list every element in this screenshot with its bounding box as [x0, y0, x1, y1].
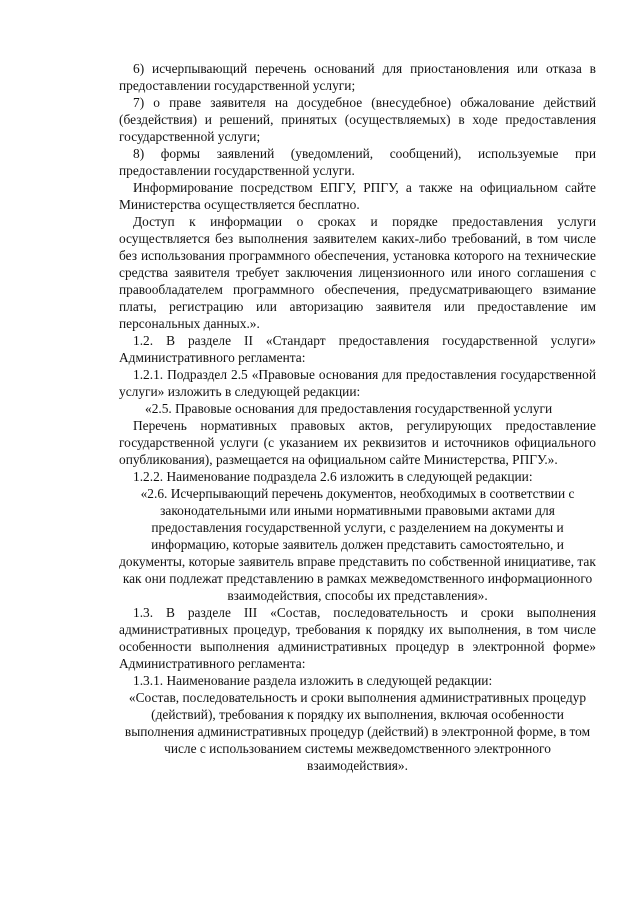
paragraph-2-6-heading: «2.6. Исчерпывающий перечень документов, необходимых в соответствии с законодательными или иными нормативными правовыми актами для предоставления государственной услуги, с разделением на документы и информацию, которые заявитель должен представить самостоятельно, и документы, которые заявитель вправе представить по собственной инициативе, так как они подлежат представлению в рамках межведомственного информационного взаимодействия, способы их представления». — [119, 486, 596, 603]
paragraph-2-5-heading: «2.5. Правовые основания для предоставления государственной услуги — [145, 401, 553, 416]
paragraph-1-3-1: 1.3.1. Наименование раздела изложить в следующей редакции: — [133, 673, 493, 688]
paragraph-1-2: 1.2. В разделе II «Стандарт предоставления государственной услуги» Административного регламента: — [119, 333, 596, 365]
paragraph-free-informing: Информирование посредством ЕПГУ, РПГУ, а также на официальном сайте Министерства осуществляется бесплатно. — [119, 180, 596, 212]
paragraph-access-info: Доступ к информации о сроках и порядке предоставления услуги осуществляется без выполнения заявителем каких-либо требований, в том числе без использования программного обеспечения, установка которого на технические средства заявителя требует заключения лицензионного или иного соглашения с правообладателем программного обеспечения, предусматривающего взимание платы, регистрацию или авторизацию заявителя или предоставление им персональных данных.». — [119, 214, 596, 331]
document-page — [119, 60, 596, 774]
paragraph-1-3: 1.3. В разделе III «Состав, последовательность и сроки выполнения административных процедур, требования к порядку их выполнения, в том числе особенности выполнения административных процедур в электронной форме» Административного регламента: — [119, 605, 596, 671]
paragraph-item-6: 6) исчерпывающий перечень оснований для приостановления или отказа в предоставлении государственной услуги; — [119, 61, 596, 93]
paragraph-2-5-body: Перечень нормативных правовых актов, регулирующих предоставление государственной услуги (с указанием их реквизитов и источников официального опубликования), размещается на официальном сайте Министерства, РПГУ.». — [119, 418, 596, 467]
paragraph-item-8: 8) формы заявлений (уведомлений, сообщений), используемые при предоставлении государственной услуги. — [119, 146, 596, 178]
paragraph-item-7: 7) о праве заявителя на досудебное (внесудебное) обжалование действий (бездействия) и решений, принятых (осуществляемых) в ходе предоставления государственной услуги; — [119, 95, 596, 144]
paragraph-section-title: «Состав, последовательность и сроки выполнения административных процедур (действий), требования к порядку их выполнения, включая особенности выполнения административных процедур (действий) в электронной форме, в том числе с использованием системы межведомственного электронного взаимодействия». — [124, 690, 591, 773]
paragraph-1-2-1: 1.2.1. Подраздел 2.5 «Правовые основания для предоставления государственной услуги» изложить в следующей редакции: — [119, 367, 596, 399]
paragraph-1-2-2: 1.2.2. Наименование подраздела 2.6 изложить в следующей редакции: — [133, 469, 533, 484]
